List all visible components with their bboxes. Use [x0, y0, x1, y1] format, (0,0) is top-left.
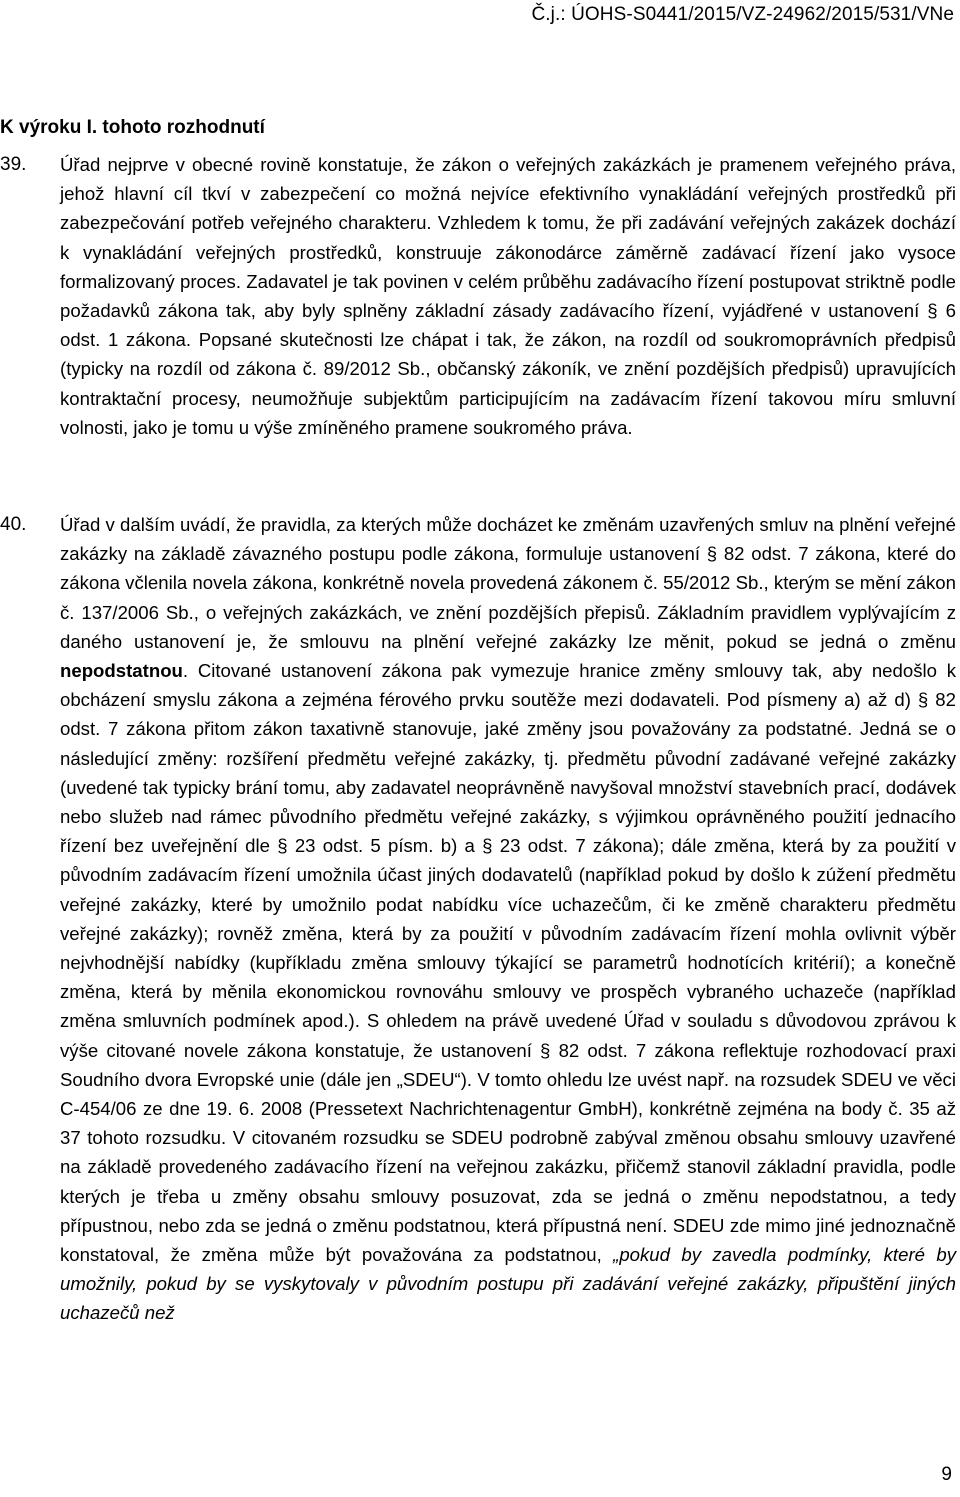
section-heading: K výroku I. tohoto rozhodnutí	[0, 117, 265, 138]
paragraph-segment: Úřad v dalším uvádí, že pravidla, za kterých může docházet ke změnám uzavřených smluv na plnění veřejné zakázky na základě závazného postupu podle zákona, formuluje ustanovení § 82 odst. 7 zákona, které do zákona včlenila novela zákona, konkrétně novela provedená zákonem č. 55/2012 Sb., kterým se mění zákon č. 137/2006 Sb., o veřejných zakázkách, ve znění pozdějších přepisů. Základním pravidlem vyplývajícím z daného ustanovení je, že smlouvu na plnění veřejné zakázky lze měnit, pokud se jedná o změnu	[60, 514, 956, 652]
paragraph-segment: . Citované ustanovení zákona pak vymezuje hranice změny smlouvy tak, aby nedošlo k obcházení smyslu zákona a zejména férového prvku soutěže mezi dodavateli. Pod písmeny a) až d) § 82 odst. 7 zákona přitom zákon taxativně stanovuje, jaké změny jsou považovány za podstatné. Jedná se o následující změny: rozšíření předmětu veřejné zakázky, tj. předmětu původní zadávané veřejné zakázky (uvedené tak typicky brání tomu, aby zadavatel neoprávněně navyšoval množství stavebních prací, dodávek nebo služeb nad rámec původního předmětu veřejné zakázky, s výjimkou oprávněného použití jednacího řízení bez uveřejnění dle § 23 odst. 5 písm. b) a § 23 odst. 7 zákona); dále změna, která by za použití v původním zadávacím řízení umožnila účast jiných dodavatelů (například pokud by došlo k zúžení předmětu veřejné zakázky, které by umožnilo podat nabídku více uchazečům, či ke změně charakteru předmětu veřejné zakázky); rovněž změna, která by za použití v původním zadávacím řízení mohla ovlivnit výběr nejvhodnější nabídky (kupříkladu změna smlouvy týkající se parametrů hodnotících kritérií); a konečně změna, která by měnila ekonomickou rovnováhu smlouvy ve prospěch vybraného uchazeče (například změna smluvních podmínek apod.). S ohledem na právě uvedené Úřad v souladu s důvodovou zprávou k výše citované novele zákona konstatuje, že ustanovení § 82 odst. 7 zákona reflektuje rozhodovací praxi Soudního dvora Evropské unie (dále jen „SDEU“). V tomto ohledu lze uvést např. na rozsudek SDEU ve věci C-454/06 ze dne 19. 6. 2008 (Pressetext Nachrichtenagentur GmbH), konkrétně zejména na body č. 35 až 37 tohoto rozsudku. V citovaném rozsudku se SDEU podrobně zabýval změnou obsahu smlouvy uzavřené na základě provedeného zadávacího řízení na veřejnou zakázku, přičemž stanovil základní pravidla, podle kterých je třeba u změny obsahu smlouvy posuzovat, zda se jedná o změnu nepodstatnou, a tedy přípustnou, nebo zda se jedná o změnu podstatnou, která přípustná není. SDEU zde mimo jiné jednoznačně konstatoval, že změna může být považována za podstatnou,	[60, 660, 956, 1266]
paragraph-40	[0, 510, 958, 1450]
paragraph-number: 40.	[0, 514, 27, 535]
page-number: 9	[941, 1464, 952, 1485]
document-reference-number: Č.j.: ÚOHS-S0441/2015/VZ-24962/2015/531/VNe	[531, 4, 954, 25]
paragraph-number: 39.	[0, 154, 27, 175]
paragraph-text	[60, 150, 956, 442]
bold-term: nepodstatnou	[60, 660, 183, 682]
italic-quotation: „pokud by zavedla podmínky, které by umožnily, pokud by se vyskytovaly v původním postupu při zadávání veřejné zakázky, připuštění jiných uchazečů než	[60, 1244, 956, 1324]
paragraph-segment: Úřad nejprve v obecné rovině konstatuje, že zákon o veřejných zakázkách je pramenem veřejného práva, jehož hlavní cíl tkví v zabezpečení co možná nejvíce efektivního vynakládání veřejných prostředků při zabezpečování potřeb veřejného charakteru. Vzhledem k tomu, že při zadávání veřejných zakázek dochází k vynakládání veřejných prostředků, konstruuje zákonodárce záměrně zadávací řízení jako vysoce formalizovaný proces. Zadavatel je tak povinen v celém průběhu zadávacího řízení postupovat striktně podle požadavků zákona tak, aby byly splněny základní zásady zadávacího řízení, vyjádřené v ustanovení § 6 odst. 1 zákona. Popsané skutečnosti lze chápat i tak, že zákon, na rozdíl od soukromoprávních předpisů (typicky na rozdíl od zákona č. 89/2012 Sb., občanský zákoník, ve znění pozdějších předpisů) upravujících kontraktační procesy, neumožňuje subjektům participujícím na zadávacím řízení takovou míru smluvní volnosti, jako je tomu u výše zmíněného pramene soukromého práva.	[60, 154, 956, 438]
paragraph-text	[60, 510, 956, 1328]
paragraph-39	[0, 150, 958, 510]
